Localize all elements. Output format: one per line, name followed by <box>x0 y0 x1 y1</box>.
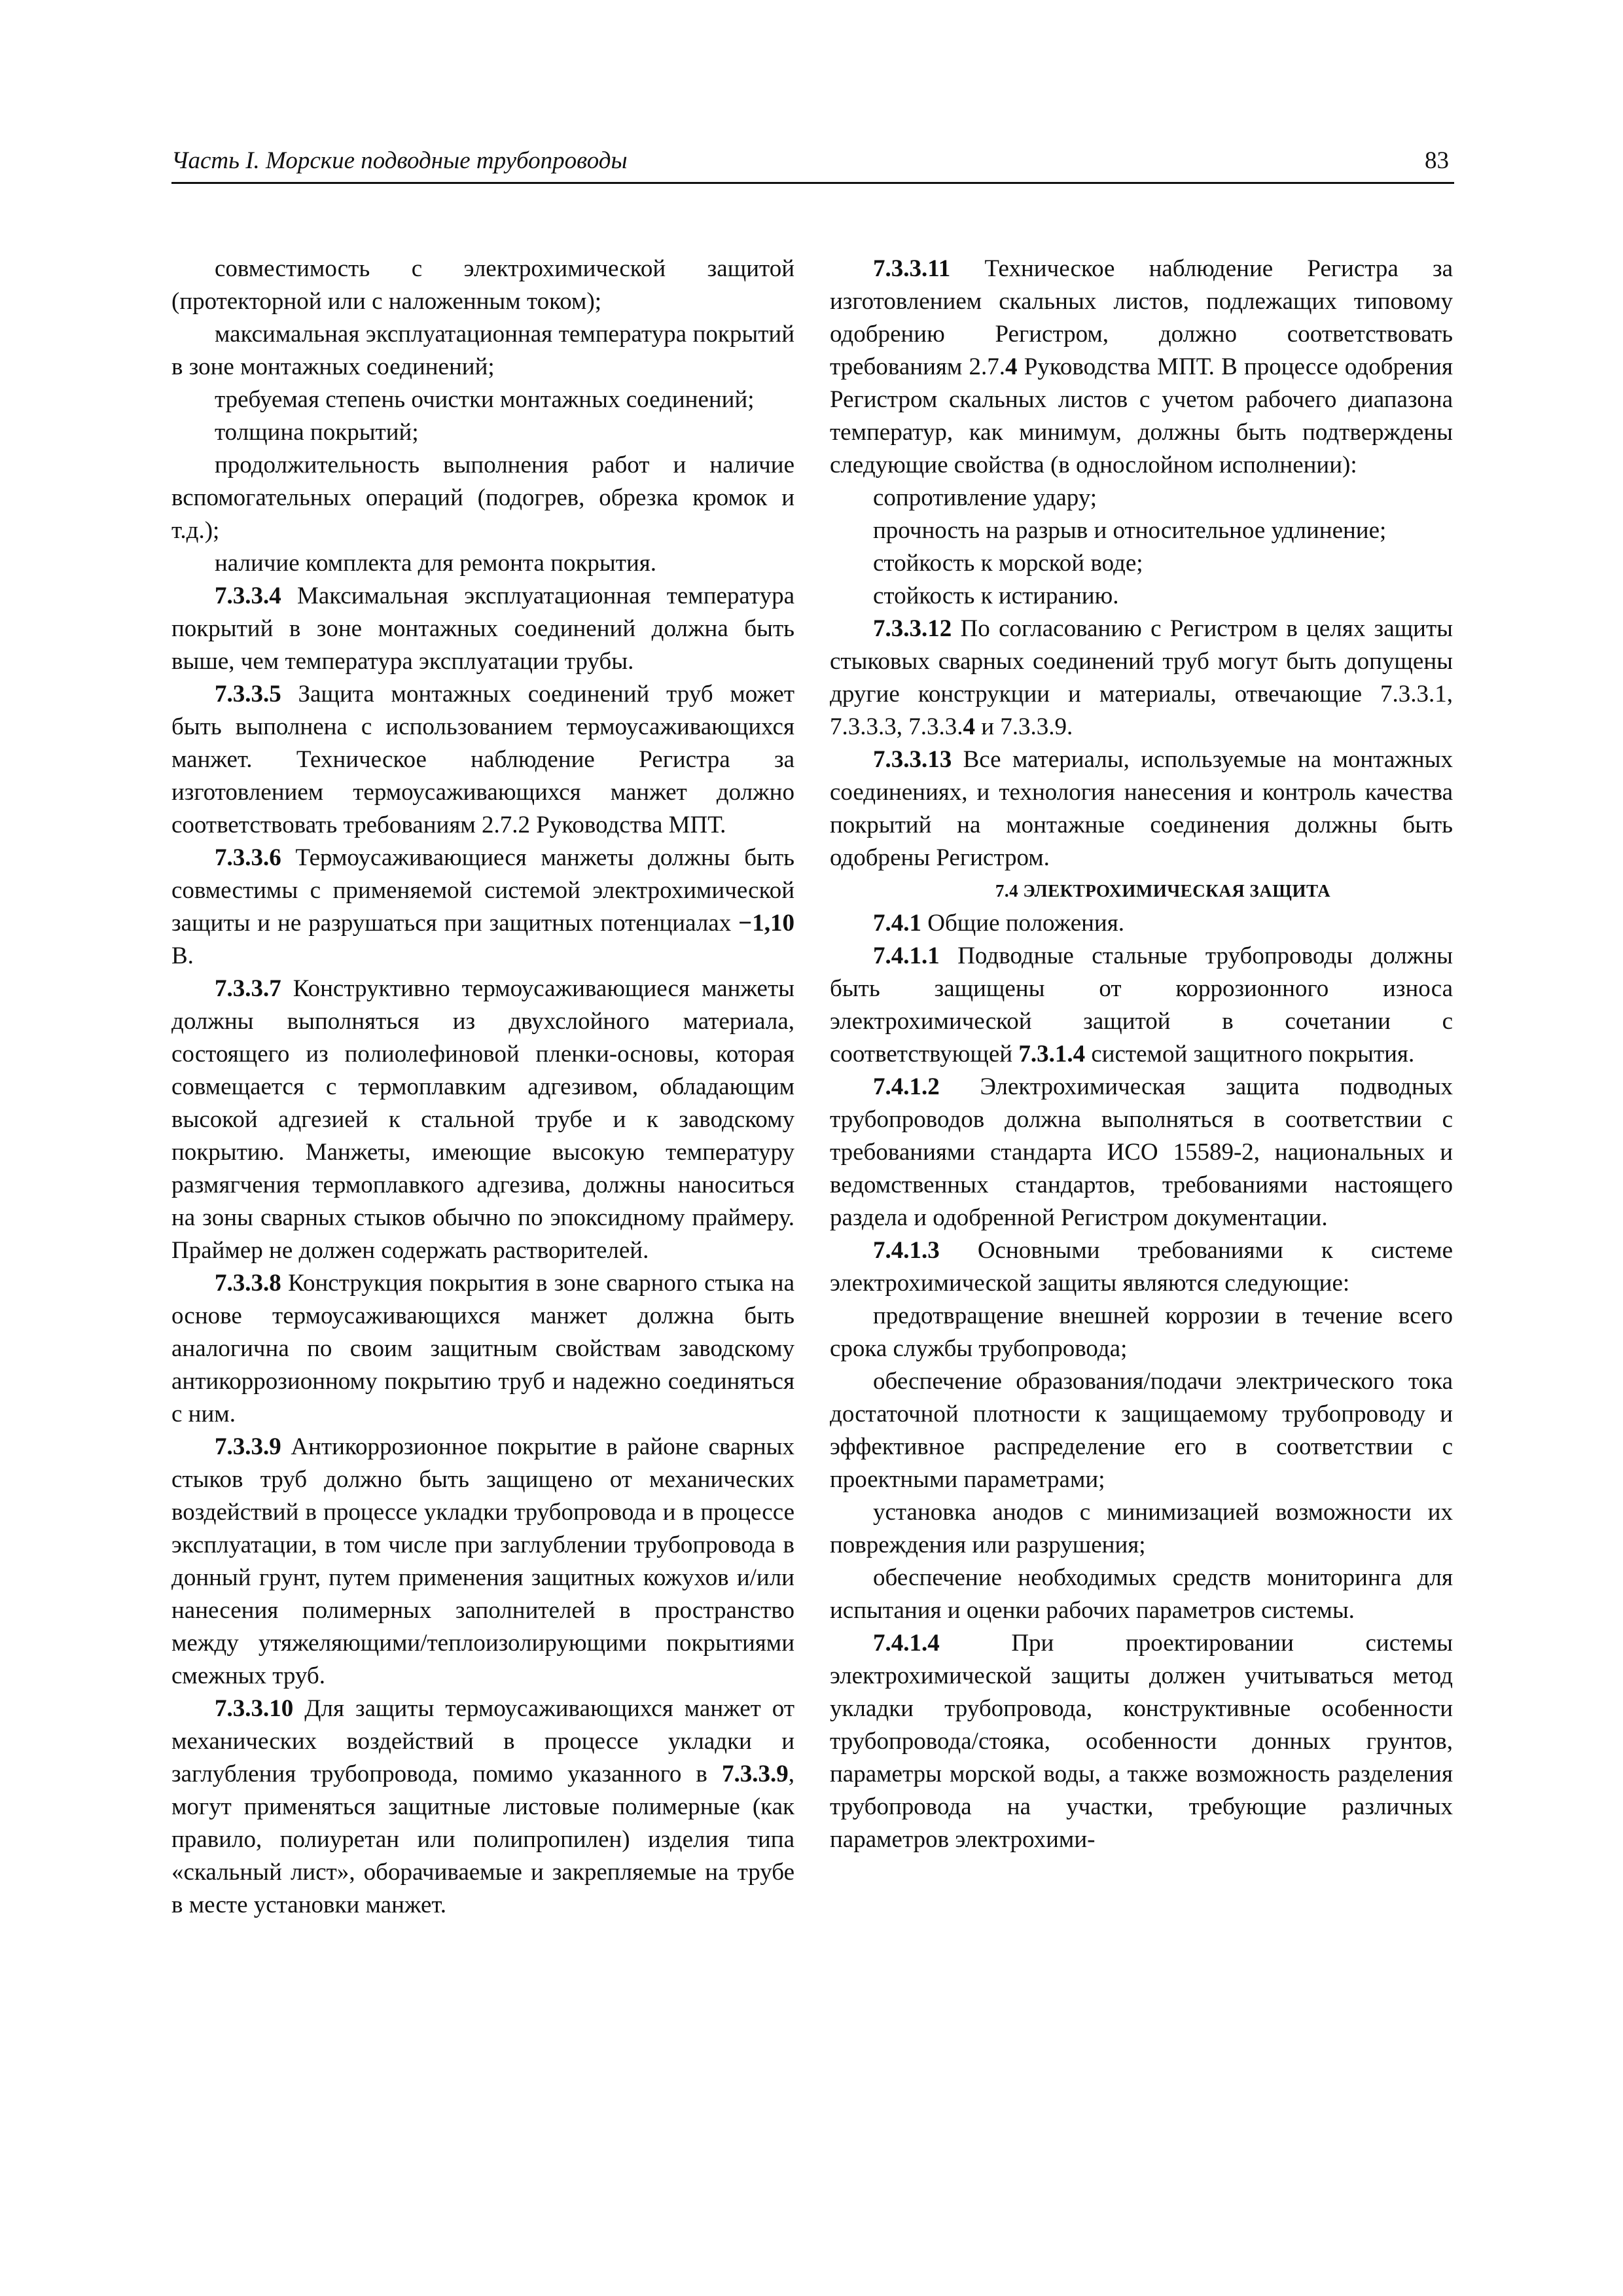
right-column <box>830 253 1453 1856</box>
clause-number: 7.4.1.4 <box>873 1630 940 1657</box>
clause-number: 7.4.1 <box>873 910 921 937</box>
clause-7-4-1-2 <box>830 1071 1453 1234</box>
clause-text: Максимальная эксплуатационная температура покрытий в зоне монтажных соединений должна быть выше, чем температура эксплуатации трубы. <box>171 583 794 675</box>
clause-text: Антикоррозионное покрытие в районе сварных стыков труб должно быть защищено от механических воздействий в процессе укладки трубопровода и в процессе эксплуатации, в том числе при заглублении трубопровода в донный грунт, путем применения защитных кожухов и/или нанесения полимерных заполнителей в пространство между утяжеляющими/теплоизолирующими покрытиями смежных труб. <box>171 1433 794 1689</box>
cross-reference: 7.3.3.9 <box>722 1761 789 1787</box>
clause-7-3-3-5 <box>171 678 794 842</box>
page-number: 83 <box>1425 147 1449 174</box>
list-item: установка анодов с минимизацией возможности их повреждения или разрушения; <box>830 1499 1453 1558</box>
list-item: сопротивление удару; <box>873 484 1097 511</box>
list-item: предотвращение внешней коррозии в течение всего срока службы трубопровода; <box>830 1302 1453 1362</box>
clause-text: и 7.3.3.9. <box>975 713 1073 740</box>
clause-text: системой защитного покрытия. <box>1085 1041 1415 1067</box>
clause-number: 7.4.1.2 <box>873 1073 940 1100</box>
clause-7-3-3-4 <box>171 580 794 678</box>
clause-7-3-3-11 <box>830 253 1453 482</box>
clause-number: 7.3.3.13 <box>873 746 952 773</box>
clause-text: Для защиты термоусаживающихся манжет от механических воздействий в процессе укладки и заглубления трубопровода, помимо указанного в <box>171 1695 794 1787</box>
page-header <box>171 145 1454 184</box>
cross-reference: 4 <box>1005 353 1018 380</box>
clause-text: , могут применяться защитные листовые полимерные (как правило, полиуретан или полипропилен) изделия типа «скальный лист», оборачиваемые и закрепляемые на трубе в месте установки манжет. <box>171 1761 794 1918</box>
clause-number: 7.3.3.10 <box>215 1695 294 1722</box>
section-heading: 7.4 ЭЛЕКТРОХИМИЧЕСКАЯ ЗАЩИТА <box>995 881 1331 901</box>
clause-number: 7.3.3.11 <box>873 255 951 282</box>
clause-text: Термоусаживающиеся манжеты должны быть совместимы с применяемой системой электрохимической защиты и не разрушаться при защитных потенциалах <box>171 844 794 937</box>
clause-7-4-1-4 <box>830 1627 1453 1856</box>
clause-text: Все материалы, используемые на монтажных соединениях, и технология нанесения и контроль качества покрытий на монтажные соединения должны быть одобрены Регистром. <box>830 746 1453 871</box>
clause-7-3-3-13 <box>830 744 1453 874</box>
clause-7-4-1 <box>830 907 1453 940</box>
clause-number: 7.4.1.1 <box>873 942 940 969</box>
clause-text: В. <box>171 942 194 969</box>
clause-number: 7.4.1.3 <box>873 1237 940 1264</box>
clause-7-3-3-8 <box>171 1267 794 1431</box>
clause-text: Подводные стальные трубопроводы должны быть защищены от коррозионного износа электрохимической защитой в сочетании с соответствующей <box>830 942 1453 1067</box>
clause-text: Общие положения. <box>921 910 1124 937</box>
clause-number: 7.3.3.8 <box>215 1270 281 1297</box>
clause-text: Электрохимическая защита подводных трубопроводов должна выполняться в соответствии с требованиями стандарта ИСО 15589-2, национальных и ведомственных стандартов, требованиями настоящего раздела и одобренной Регистром документации. <box>830 1073 1453 1231</box>
clause-7-3-3-9 <box>171 1431 794 1693</box>
clause-7-3-3-12 <box>830 613 1453 744</box>
clause-7-3-3-10 <box>171 1693 794 1922</box>
clause-number: 7.3.3.9 <box>215 1433 281 1460</box>
clause-number: 7.3.3.7 <box>215 975 281 1002</box>
paragraph: требуемая степень очистки монтажных соединений; <box>215 386 755 413</box>
cross-reference: 7.3.1.4 <box>1018 1041 1086 1067</box>
clause-text: Конструктивно термоусаживающиеся манжеты должны выполняться из двухслойного материала, состоящего из полиолефиновой пленки-основы, которая совмещается с термоплавким адгезивом, обладающим высокой адгезией к стальной трубе и к заводскому покрытию. Манжеты, имеющие высокую температуру размягчения термоплавкого адгезива, должны наноситься на зоны сварных стыков обычно по эпоксидному праймеру. Праймер не должен содержать растворителей. <box>171 975 794 1264</box>
clause-text: Основными требованиями к системе электрохимической защиты являются следующие: <box>830 1237 1453 1297</box>
clause-7-3-3-7 <box>171 973 794 1267</box>
paragraph: продолжительность выполнения работ и наличие вспомогательных операций (подогрев, обрезка кромок и т.д.); <box>171 452 794 544</box>
clause-text: Защита монтажных соединений труб может быть выполнена с использованием термоусаживающихся манжет. Техническое наблюдение Регистра за изготовлением термоусаживающихся манжет должно соответствовать требованиям 2.7.2 Руководства МПТ. <box>171 681 794 838</box>
clause-number: 7.3.3.4 <box>215 583 281 609</box>
clause-7-4-1-3 <box>830 1234 1453 1300</box>
paragraph: совместимость с электрохимической защитой (протекторной или с наложенным током); <box>171 255 794 315</box>
paragraph: толщина покрытий; <box>215 419 419 446</box>
paragraph: максимальная эксплуатационная температура покрытий в зоне монтажных соединений; <box>171 321 794 380</box>
clause-number: 7.3.3.12 <box>873 615 952 642</box>
clause-number: 7.3.3.6 <box>215 844 281 871</box>
clause-text: При проектировании системы электрохимической защиты должен учитываться метод укладки трубопровода, конструктивные особенности трубопровода/стояка, особенности донных грунтов, параметры морской воды, а также возможность разделения трубопровода на участки, требующие различных параметров электрохими- <box>830 1630 1453 1853</box>
list-item: обеспечение необходимых средств мониторинга для испытания и оценки рабочих параметров системы. <box>830 1564 1453 1624</box>
running-title: Часть I. Морские подводные трубопроводы <box>171 147 628 174</box>
clause-text: По согласованию с Регистром в целях защиты стыковых сварных соединений труб могут быть допущены другие конструкции и материалы, отвечающие 7.3.3.1, 7.3.3.3, 7.3.3. <box>830 615 1453 740</box>
list-item: стойкость к истиранию. <box>873 583 1119 609</box>
list-item: обеспечение образования/подачи электрического тока достаточной плотности к защищаемому трубопроводу и эффективное распределение его в соответствии с проектными параметрами; <box>830 1368 1453 1493</box>
clause-text: Конструкция покрытия в зоне сварного стыка на основе термоусаживающихся манжет должна быть аналогична по своим защитным свойствам заводскому антикоррозионному покрытию труб и надежно соединяться с ним. <box>171 1270 794 1427</box>
paragraph: наличие комплекта для ремонта покрытия. <box>215 550 657 577</box>
cross-reference: 4 <box>963 713 975 740</box>
clause-number: 7.3.3.5 <box>215 681 281 708</box>
clause-7-4-1-1 <box>830 940 1453 1071</box>
potential-value: −1,10 <box>738 910 794 937</box>
clause-7-3-3-6 <box>171 842 794 973</box>
left-column <box>171 253 794 1922</box>
list-item: прочность на разрыв и относительное удлинение; <box>873 517 1387 544</box>
clause-text: Техническое наблюдение Регистра за изготовлением скальных листов, подлежащих типовому одобрению Регистром, должно соответствовать требованиям 2.7. <box>830 255 1453 380</box>
list-item: стойкость к морской воде; <box>873 550 1143 577</box>
clause-text: Руководства МПТ. В процессе одобрения Регистром скальных листов с учетом рабочего диапазона температур, как минимум, должны быть подтверждены следующие свойства (в однослойном исполнении): <box>830 353 1453 478</box>
